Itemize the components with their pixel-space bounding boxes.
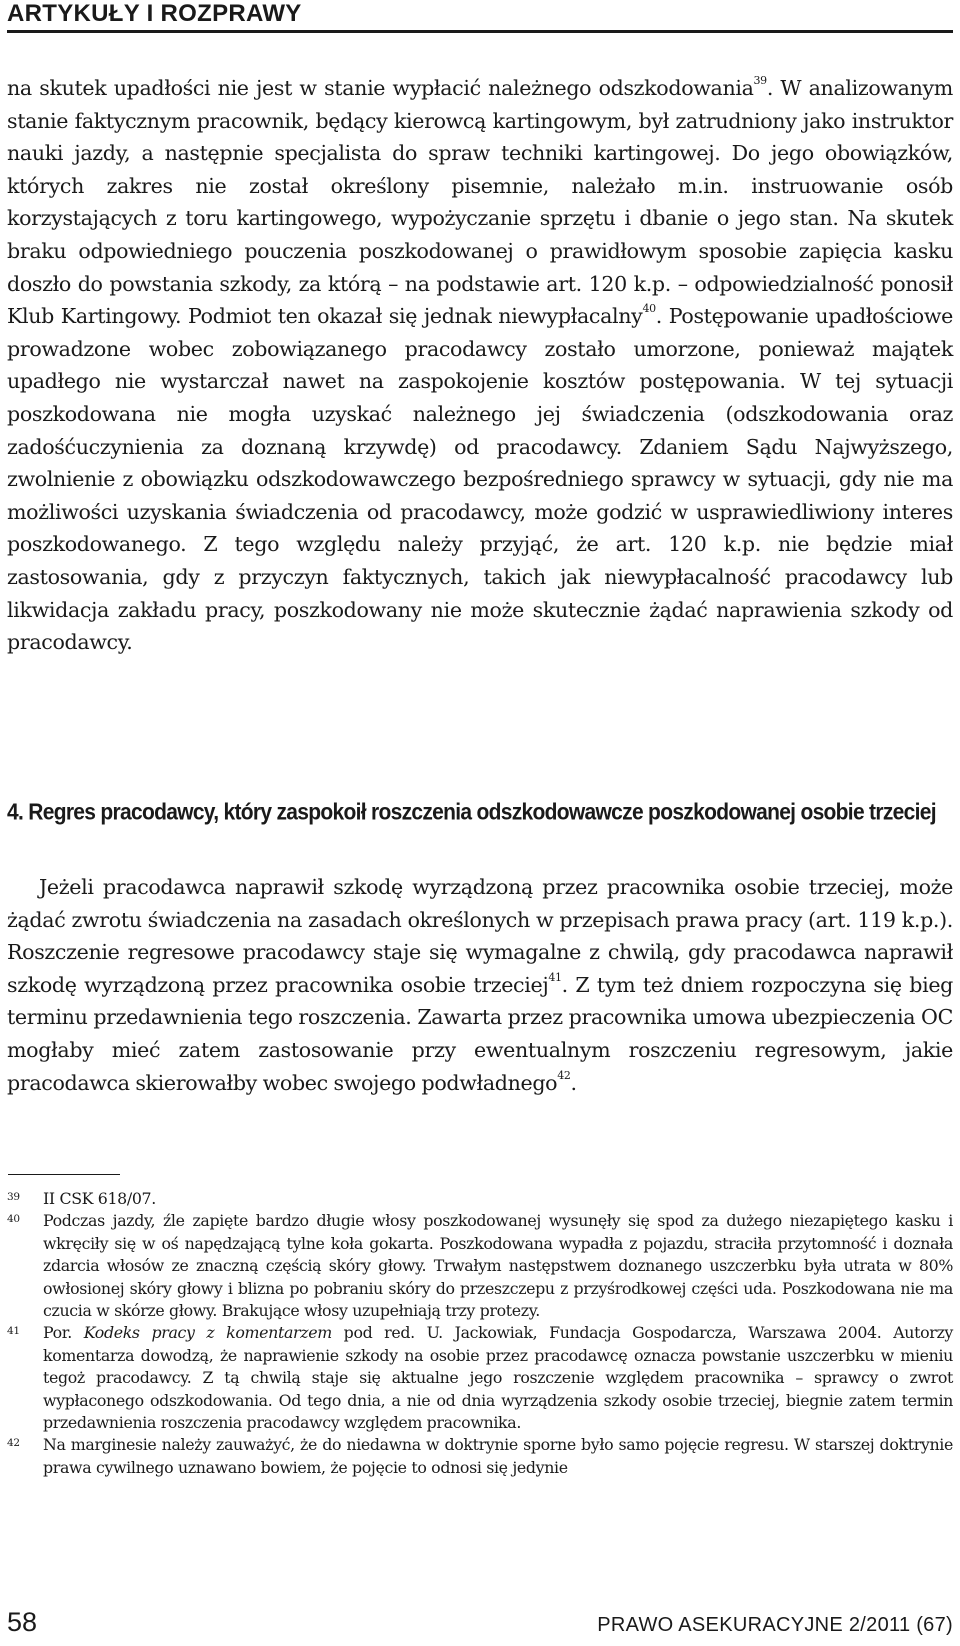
paragraph-text: Jeżeli pracodawca naprawił szkodę wyrządzoną przez pracownika osobie trzeciej, może żądać zwrotu świadczenia na zasadach określonych w przepisach prawa pracy (art. 119 k.p.). Roszczenie regresowe pracodawcy staje się wymagalne z chwilą, gdy pracodawca naprawił szkodę wyrządzoną przez pracownika osobie trzeciej <box>7 875 953 997</box>
footnote-39 <box>7 1188 953 1210</box>
header-rule <box>7 30 953 33</box>
footnote-number: 39 <box>7 1191 20 1203</box>
section-heading <box>7 795 953 830</box>
footnote-40 <box>7 1210 953 1322</box>
footnote-42 <box>7 1434 953 1479</box>
footnote-ref-40[interactable]: 40 <box>642 302 656 316</box>
paragraph-regres <box>7 871 953 1099</box>
footnote-ref-39[interactable]: 39 <box>753 74 767 87</box>
paragraph-continued <box>7 72 953 659</box>
footnote-number: 40 <box>7 1213 20 1226</box>
page-number: 58 <box>7 1607 38 1637</box>
footnote-text <box>43 1322 953 1434</box>
footnote-text: II CSK 618/07. <box>43 1189 156 1208</box>
footnote-number: 42 <box>7 1437 20 1450</box>
journal-name: PRAWO ASEKURACYJNE 2/2011 (67) <box>597 1614 953 1636</box>
paragraph-text: . <box>570 1070 577 1095</box>
paragraph-text: . Postępowanie upadłościowe prowadzone wobec zobowiązanego pracodawcy zostało umorzone, ponieważ majątek upadłego nie wystarczał nawet na zaspokojenie kosztów postępowania. W tej sytuacji poszkodowana nie mogła uzyskać należnego jej świadczenia (odszkodowania oraz zadośćuczynienia za doznaną krzywdę) od pracodawcy. Zdaniem Sądu Najwyższego, zwolnienie z obowiązku odszkodowawczego bezpośredniego sprawcy w sytuacji, gdy nie ma możliwości uzyskania świadczenia od pracodawcy, może godzić w usprawiedliwiony interes poszkodowanego. Z tego względu należy przyjąć, że art. 120 k.p. nie będzie miał zastosowania, gdy z przyczyn faktycznych, takich jak niewypłacalność pracodawcy lub likwidacja zakładu pracy, poszkodowany nie może skutecznie żądać naprawienia szkody od pracodawcy. <box>7 304 953 655</box>
footnote-text: Na marginesie należy zauważyć, że do niedawna w doktrynie sporne było samo pojęcie regresu. W starszej doktrynie prawa cywilnego uznawano bowiem, że pojęcie to odnosi się jedynie <box>43 1435 953 1477</box>
paragraph-text: . Z tym też dniem rozpoczyna się bieg terminu przedawnienia tego roszczenia. Zawarta przez pracownika umowa ubezpieczenia OC mogłaby mieć zatem zastosowanie przy ewentualnym roszczeniu regresowym, jakie pracodawca skierowałby wobec swojego podwładnego <box>7 972 953 1095</box>
footnote-text: Podczas jazdy, źle zapięte bardzo długie włosy poszkodowanej wysunęły się spod za dużego niezapiętego kasku i wkręciły się w oś napędzającą tylne koła gokarta. Poszkodowana wypadła z pojazdu, straciła przytomność i doznała zdarcia włosów ze znaczną częścią skóry głowy. Trwałym następstwem doznanego uszczerbku była utrata w 80% owłosionej skóry głowy i blizna po pobraniu skóry do przeszczepu z przyśrodkowej części uda. Poszkodowana nie ma czucia w skórze głowy. Brakujące włosy uzupełniają trzy protezy. <box>43 1211 953 1321</box>
footnotes <box>7 1188 953 1479</box>
section-title: Regres pracodawcy, który zaspokoił roszczenia odszkodowawcze poszkodowanej osobie trzeciej <box>28 799 936 826</box>
footnote-text-post: pod red. U. Jackowiak, Fundacja Gospodarcza, Warszawa 2004. Autorzy komentarza dowodzą, że naprawienie szkody na osobie przez pracodawcę oznacza powstanie uszczerbku w mieniu tegoż pracodawcy. Z tą chwilą staje się aktualne jego roszczenie względem pracownika – sprawcy o zwrot wypłaconego odszkodowania. Od tego dnia, a nie od dnia wyrządzenia szkody osobie trzeciej, biegnie zatem termin przedawnienia roszczenia pracodawcy względem pracownika. <box>43 1323 953 1433</box>
paragraph-text: . W analizowanym stanie faktycznym pracownik, będący kierowcą kartingowym, był zatrudniony jako instruktor nauki jazdy, a następnie specjalista do spraw techniki kartingowej. Do jego obowiązków, których zakres nie został określony pisemnie, należało m.in. instruowanie osób korzystających z toru kartingowego, wypożyczanie sprzętu i dbanie o jego stan. Na skutek braku odpowiedniego pouczenia poszkodowanej o prawidłowym sposobie zapięcia kasku doszło do powstania szkody, za którą – na podstawie art. 120 k.p. – odpowiedzialność ponosił Klub Kartingowy. Podmiot ten okazał się jednak niewypłacalny <box>7 76 953 329</box>
footnote-text-pre: Por. <box>43 1323 84 1343</box>
footnote-ref-41[interactable]: 41 <box>548 970 562 984</box>
cited-book-title: Kodeks pracy z komentarzem <box>83 1323 332 1343</box>
footnote-number: 41 <box>7 1325 20 1338</box>
paragraph-text: na skutek upadłości nie jest w stanie wypłacić należnego odszkodowania <box>7 76 754 100</box>
footnote-separator <box>8 1174 120 1175</box>
section-number: 4. <box>7 799 24 826</box>
footnote-ref-42[interactable]: 42 <box>557 1068 571 1082</box>
section-header: ARTYKUŁY I ROZPRAWY <box>7 0 302 27</box>
footnote-41 <box>7 1322 953 1434</box>
